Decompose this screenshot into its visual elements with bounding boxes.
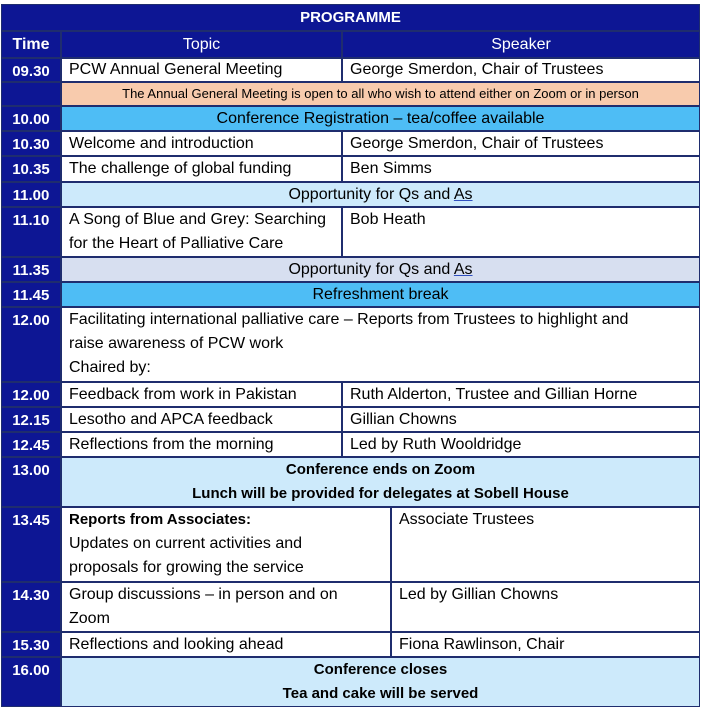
topic-agm: PCW Annual General Meeting [61, 58, 342, 82]
topic-song: A Song of Blue and Grey: Searching for the Heart of Palliative Care [61, 207, 342, 257]
close-banner [61, 657, 700, 707]
speaker-pakistan: Ruth Alderton, Trustee and Gillian Horne [342, 382, 700, 407]
zoom-end-line-2: Lunch will be provided for delegates at Sobell House [192, 485, 569, 502]
speaker-associates: Associate Trustees [391, 507, 700, 582]
speaker-agm: George Smerdon, Chair of Trustees [342, 58, 700, 82]
speaker-welcome: George Smerdon, Chair of Trustees [342, 131, 700, 156]
qa-banner-1 [61, 182, 700, 207]
speaker-reflections-morning: Led by Ruth Wooldridge [342, 432, 700, 457]
topic-lesotho: Lesotho and APCA feedback [61, 407, 342, 432]
time-0930: 09.30 [1, 58, 61, 82]
time-1030: 10.30 [1, 131, 61, 156]
time-1345: 13.45 [1, 507, 61, 582]
associates-heading: Reports from Associates: [69, 511, 251, 528]
close-line-2: Tea and cake will be served [282, 685, 479, 702]
agm-note: The Annual General Meeting is open to all who wish to attend either on Zoom or in person [61, 82, 700, 106]
registration-banner: Conference Registration – tea/coffee available [61, 106, 700, 131]
time-1145: 11.45 [1, 282, 61, 307]
topic-looking-ahead: Reflections and looking ahead [61, 632, 391, 657]
qa-text-1: Opportunity for Qs and [288, 186, 454, 203]
zoom-end-banner [61, 457, 700, 507]
speaker-song: Bob Heath [342, 207, 700, 257]
time-1135: 11.35 [1, 257, 61, 282]
header-topic: Topic [61, 31, 342, 58]
time-1200-pakistan: 12.00 [1, 382, 61, 407]
close-line-1: Conference closes [313, 661, 448, 678]
speaker-group-discussions: Led by Gillian Chowns [391, 582, 700, 632]
time-1245: 12.45 [1, 432, 61, 457]
topic-associates [61, 507, 391, 582]
time-1200-intl: 12.00 [1, 307, 61, 382]
topic-pakistan: Feedback from work in Pakistan [61, 382, 342, 407]
topic-welcome: Welcome and introduction [61, 131, 342, 156]
time-1300: 13.00 [1, 457, 61, 507]
qa-as-2: As [453, 261, 473, 278]
topic-reflections-morning: Reflections from the morning [61, 432, 342, 457]
time-1600: 16.00 [1, 657, 61, 707]
associates-body: Updates on current activities and proposals for growing the service [69, 535, 304, 576]
topic-funding: The challenge of global funding [61, 156, 342, 182]
qa-banner-2 [61, 257, 700, 282]
time-1215: 12.15 [1, 407, 61, 432]
time-1000: 10.00 [1, 106, 61, 131]
time-blank-agm-note [1, 82, 61, 106]
topic-group-discussions: Group discussions – in person and on Zoom [61, 582, 391, 632]
header-speaker: Speaker [342, 31, 700, 58]
speaker-looking-ahead: Fiona Rawlinson, Chair [391, 632, 700, 657]
speaker-funding: Ben Simms [342, 156, 700, 182]
speaker-lesotho: Gillian Chowns [342, 407, 700, 432]
time-1035: 10.35 [1, 156, 61, 182]
refreshment-break-banner: Refreshment break [61, 282, 700, 307]
time-1100: 11.00 [1, 182, 61, 207]
qa-text-2: Opportunity for Qs and [288, 261, 454, 278]
time-1430: 14.30 [1, 582, 61, 632]
header-time: Time [1, 31, 61, 58]
time-1530: 15.30 [1, 632, 61, 657]
topic-international: Facilitating international palliative care – Reports from Trustees to highlight and raise awareness of PCW work Chaired by: [61, 307, 700, 382]
zoom-end-line-1: Conference ends on Zoom [285, 461, 476, 478]
qa-as-1: As [453, 186, 473, 203]
programme-title: PROGRAMME [1, 4, 700, 31]
time-1110: 11.10 [1, 207, 61, 257]
